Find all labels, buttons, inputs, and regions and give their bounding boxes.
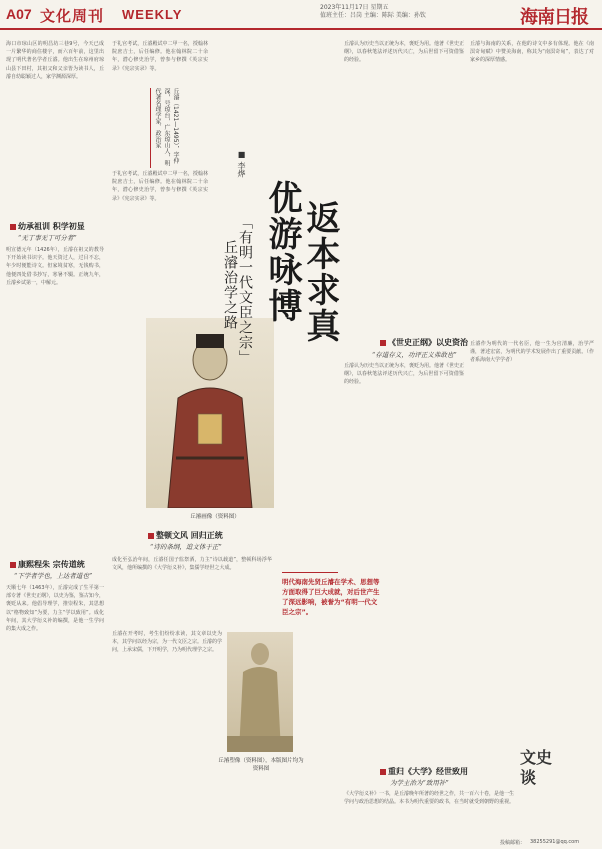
article-col3-b: 成化至弘治年间，丘濬任国子监祭酒，力主“诗以载道”，整顿科场浮华文风，他所编撰的《大学衍义补》，集儒学经世之大成。	[112, 557, 272, 572]
article-col3-a-top: 于礼官考试，丘濬殿试中二甲一名，授翰林院庶吉士，后任编修。他在翰林院二十余年，潜心修史治学，曾参与修撰《英宗实录》《宪宗实录》等。	[112, 41, 208, 72]
square-icon	[148, 533, 154, 539]
footer	[0, 835, 602, 849]
article-col2-a: 天顺七年（1463年），丘濬完成了生平第一部专著《世史正纲》，以史为鉴，鉴古知今，褒贬从来。他倡导理学，推崇程朱，其思想以“格物致知”为要，力主“学以致用”。成化年间，其大学衍义补的编撰，是他一生学问的集大成之作。	[6, 585, 104, 633]
subtitle-line-2: 丘濬治学之路	[222, 240, 238, 330]
title-line-2: 返本求真	[300, 200, 340, 344]
article-col5-a: 丘濬与海南的关系，在他的诗文中多有体现。他在《南溟奇甸赋》中赞美海南，称其为“南溟奇甸”，表达了对家乡的深厚情感。	[470, 41, 594, 64]
weekly-label: WEEKLY	[122, 7, 183, 22]
subhead-4-text: 《世史正纲》以史资治	[388, 338, 468, 347]
subhead-3-quote: “诗的条纲，追文体于正”	[150, 543, 222, 551]
article-col6-b: 《大学衍义补》一书，是丘濬晚年所著的经世之作，共一百六十卷，是他一生学问与政治思想的结晶。本书为明代重要的政书，在当时就受到朝野的重视。	[344, 791, 514, 806]
section-title: 文化周刊	[40, 9, 105, 25]
portrait-caption: 丘濬画像（资料图）	[190, 514, 240, 520]
subhead-3-text: 整顿文风 回归正统	[156, 531, 223, 540]
subhead-2-text: 康熙程朱 宗传道统	[18, 560, 85, 569]
article-col4-a: 丘濬在开考时，考生们纷纷求读，其文章以史为本，其学问以经为宗，为一代文臣之宗。丘濬的学问，上承宋儒，下开明学，乃为明代理学之宗。	[112, 631, 222, 654]
subhead-1	[10, 221, 85, 232]
title-line-1: 优游咏博	[262, 180, 302, 324]
square-icon	[10, 224, 16, 230]
statue-caption: 丘濬塑像（资料图），本版图片均为资料图	[218, 758, 304, 772]
article-col1-b: 明宣德元年（1426年），丘濬在祖父的教导下开始读书识字。他天资过人，过目不忘，年少时便能诗文。但家境贫寒，无钱购书，他便四处借书抄写，寒暑不辍。正统九年，丘濬乡试第一，中解元。	[6, 247, 104, 286]
subtitle-line-1: 「有明一代文臣之宗」	[237, 215, 253, 365]
credits	[320, 4, 426, 20]
article-col4-b: 丘濬认为历史当以正统为本，褒贬为用。他著《世史正纲》，以春秋笔法评述历代兴亡，为后世留下可资借鉴的经验。	[344, 41, 464, 64]
subhead-2	[10, 559, 85, 570]
statue-image	[227, 632, 293, 752]
subhead-3	[148, 530, 223, 541]
divider	[282, 572, 338, 573]
subhead-1-quote: “无丁事无丁可分者”	[18, 234, 77, 242]
author: ■ 李烨	[237, 150, 246, 178]
article-col6-a: 丘濬作为明代的一代名臣，他一生为官清廉，治学严谨，著述宏富，为明代的学术发展作出了重要贡献。（作者系海南大学学者）	[470, 341, 594, 364]
article-col3-a: 于礼官考试，丘濬殿试中二甲一名，授翰林院庶吉士，后任编修。他在翰林院二十余年，潜心修史治学，曾参与修撰《英宗实录》《宪宗实录》等。	[112, 171, 208, 202]
pull-quote: 明代海南先贤丘濬在学术、思想等方面取得了巨大成就，对后世产生了深远影响，被誉为“有明一代文臣之宗”。	[282, 578, 380, 616]
article-col1-a: 海口市琼山区的明昌坊三巷9号，今天已成一片繁华的商住楼宇，而六百年前，这里出现了明代著名学者丘濬。他出生在琼州府琼山县下田村，其祖父和父亲皆为读书人，丘濬自幼聪颖过人，家学渊源深厚。	[6, 41, 104, 80]
page-number: A07	[6, 6, 32, 22]
issue-date: 2023年11月17日 星期五	[320, 4, 389, 11]
column-stamp: 文史谈	[520, 748, 553, 787]
square-icon	[380, 769, 386, 775]
footer-email: 38255291@qq.com	[530, 839, 580, 845]
square-icon	[10, 562, 16, 568]
statue-figure	[227, 632, 293, 752]
subhead-4	[380, 337, 468, 348]
subhead-1-text: 幼承祖训 积学初显	[18, 222, 85, 231]
subhead-5	[380, 766, 468, 777]
square-icon	[380, 340, 386, 346]
subhead-5-text: 重归《大学》经世致用	[388, 767, 468, 776]
footer-email-label: 投稿邮箱：	[500, 840, 526, 846]
masthead	[0, 0, 602, 30]
vertical-caption: 丘濬（1421—1495），字仲深，号琼台，广东琼山人，明代著名理学家、政治家	[150, 88, 180, 168]
subhead-2-quote: “下学者学也，上达者道也”	[14, 572, 93, 580]
article-col5-b: 丘濬认为历史当以正统为本，褒贬为用。他著《世史正纲》，以春秋笔法评述历代兴亡，为后世留下可资借鉴的经验。	[344, 363, 464, 386]
editor-credits: 值班主任：吕岗 主编：陈际 美编：孙钦	[320, 12, 426, 19]
paper-logo: 海南日报	[520, 7, 588, 28]
subhead-4-quote: “存道存义，功评正义弗敢也”	[372, 351, 457, 359]
subhead-5-quote: 为学主治为“致用补”	[390, 779, 449, 787]
